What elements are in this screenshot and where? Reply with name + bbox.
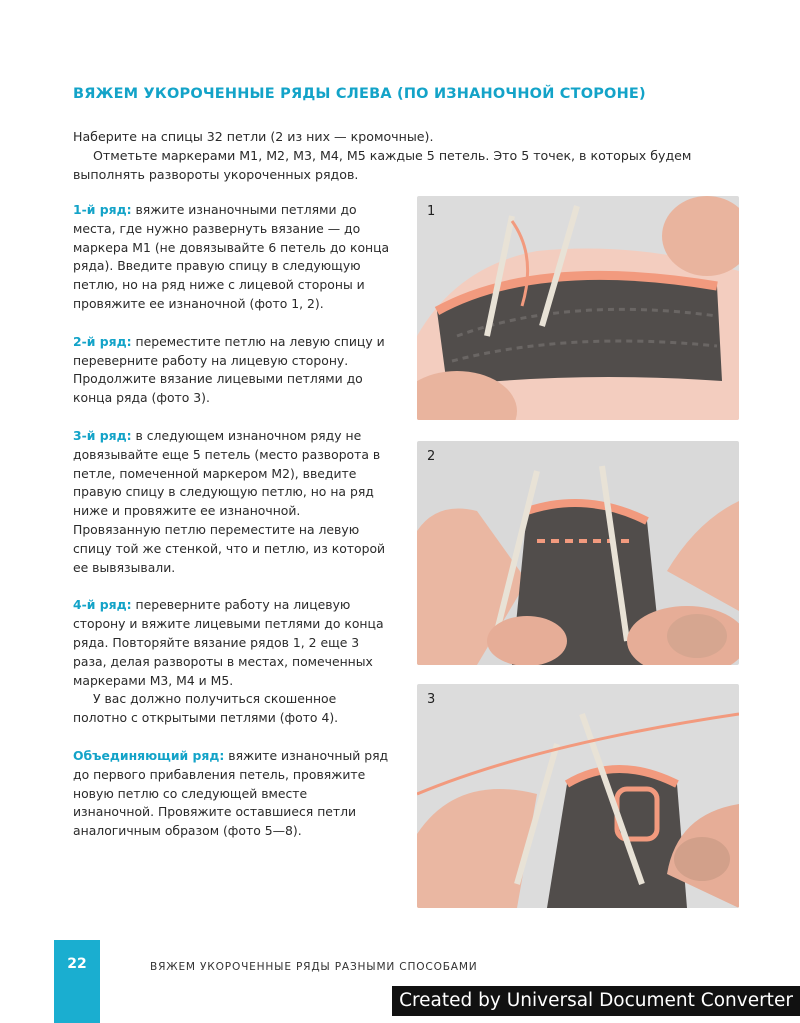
photo-3 xyxy=(417,684,739,908)
row-text: вяжите изнаночный ряд до первого прибавления петель, провяжите новую петлю со следующей вместе изнаночной. Провяжите оставшиеся петли аналогичным образом (фото 5—8). xyxy=(73,747,389,839)
running-title: ВЯЖЕМ УКОРОЧЕННЫЕ РЯДЫ РАЗНЫМИ СПОСОБАМИ xyxy=(150,961,478,973)
row-text: переместите петлю на левую спицу и переверните работу на лицевую сторону. Продолжите вязание лицевыми петлями до конца ряда (фото 3). xyxy=(73,333,385,406)
page-title: ВЯЖЕМ УКОРОЧЕННЫЕ РЯДЫ СЛЕВА (ПО ИЗНАНОЧНОЙ СТОРОНЕ) xyxy=(73,86,646,102)
row-label: 2-й ряд: xyxy=(73,333,132,349)
row-label: 1-й ряд: xyxy=(73,202,132,217)
row-4-result: У вас должно получиться скошенное полотно с открытыми петлями (фото 4). xyxy=(73,691,339,726)
row-4-instruction xyxy=(73,596,391,690)
row-label: 3-й ряд: xyxy=(73,427,132,443)
photo-number: 1 xyxy=(427,204,436,219)
intro-paragraph: Наберите на спицы 32 петли (2 из них — кромочные). xyxy=(73,129,434,144)
watermark: Created by Universal Document Converter xyxy=(392,986,800,1016)
page-tab xyxy=(54,940,100,1023)
row-text: переверните работу на лицевую сторону и вяжите лицевыми петлями до конца ряда. Повторяйте вязание рядов 1, 2 еще 3 раза, делая развороты в местах, помеченных маркерами М3, М4 и М5. xyxy=(73,597,384,688)
instructions-column xyxy=(73,201,391,841)
row-2-instruction xyxy=(73,333,391,408)
row-label: 4-й ряд: xyxy=(73,597,132,613)
page-number: 22 xyxy=(67,956,87,972)
knitting-photo-1-illustration xyxy=(417,196,739,420)
row-text: в следующем изнаночном ряду не довязывайте еще 5 петель (место разворота в петле, помеченной маркером М2), введите правую спицу в следующую петлю, но на ряд ниже и провяжите ее изнаночной. Провязанную петлю переместите на левую спицу той же стенкой, что и петлю, из которой ее вывязывали. xyxy=(73,427,386,575)
knitting-photo-3-illustration xyxy=(417,684,739,908)
photo-1 xyxy=(417,196,739,420)
intro-paragraph: Отметьте маркерами М1, М2, М3, М4, М5 каждые 5 петель. Это 5 точек, в которых будем выполнять развороты укороченных рядов. xyxy=(73,148,692,182)
knitting-photo-2-illustration xyxy=(417,441,739,665)
joining-row-instruction xyxy=(73,747,391,841)
row-3-instruction xyxy=(73,427,391,577)
row-label: Объединяющий ряд: xyxy=(73,747,225,763)
row-1-instruction xyxy=(73,201,391,314)
photo-number: 3 xyxy=(427,692,436,707)
photo-number: 2 xyxy=(427,449,436,464)
intro-text xyxy=(73,127,733,184)
photo-2 xyxy=(417,441,739,665)
row-text: вяжите изнаночными петлями до места, где нужно развернуть вязание — до маркера М1 (не довязывайте 6 петель до конца ряда). Введите правую спицу в следующую петлю, но на ряд ниже с лицевой стороны и провяжите ее изнаночной (фото 1, 2). xyxy=(73,202,390,311)
